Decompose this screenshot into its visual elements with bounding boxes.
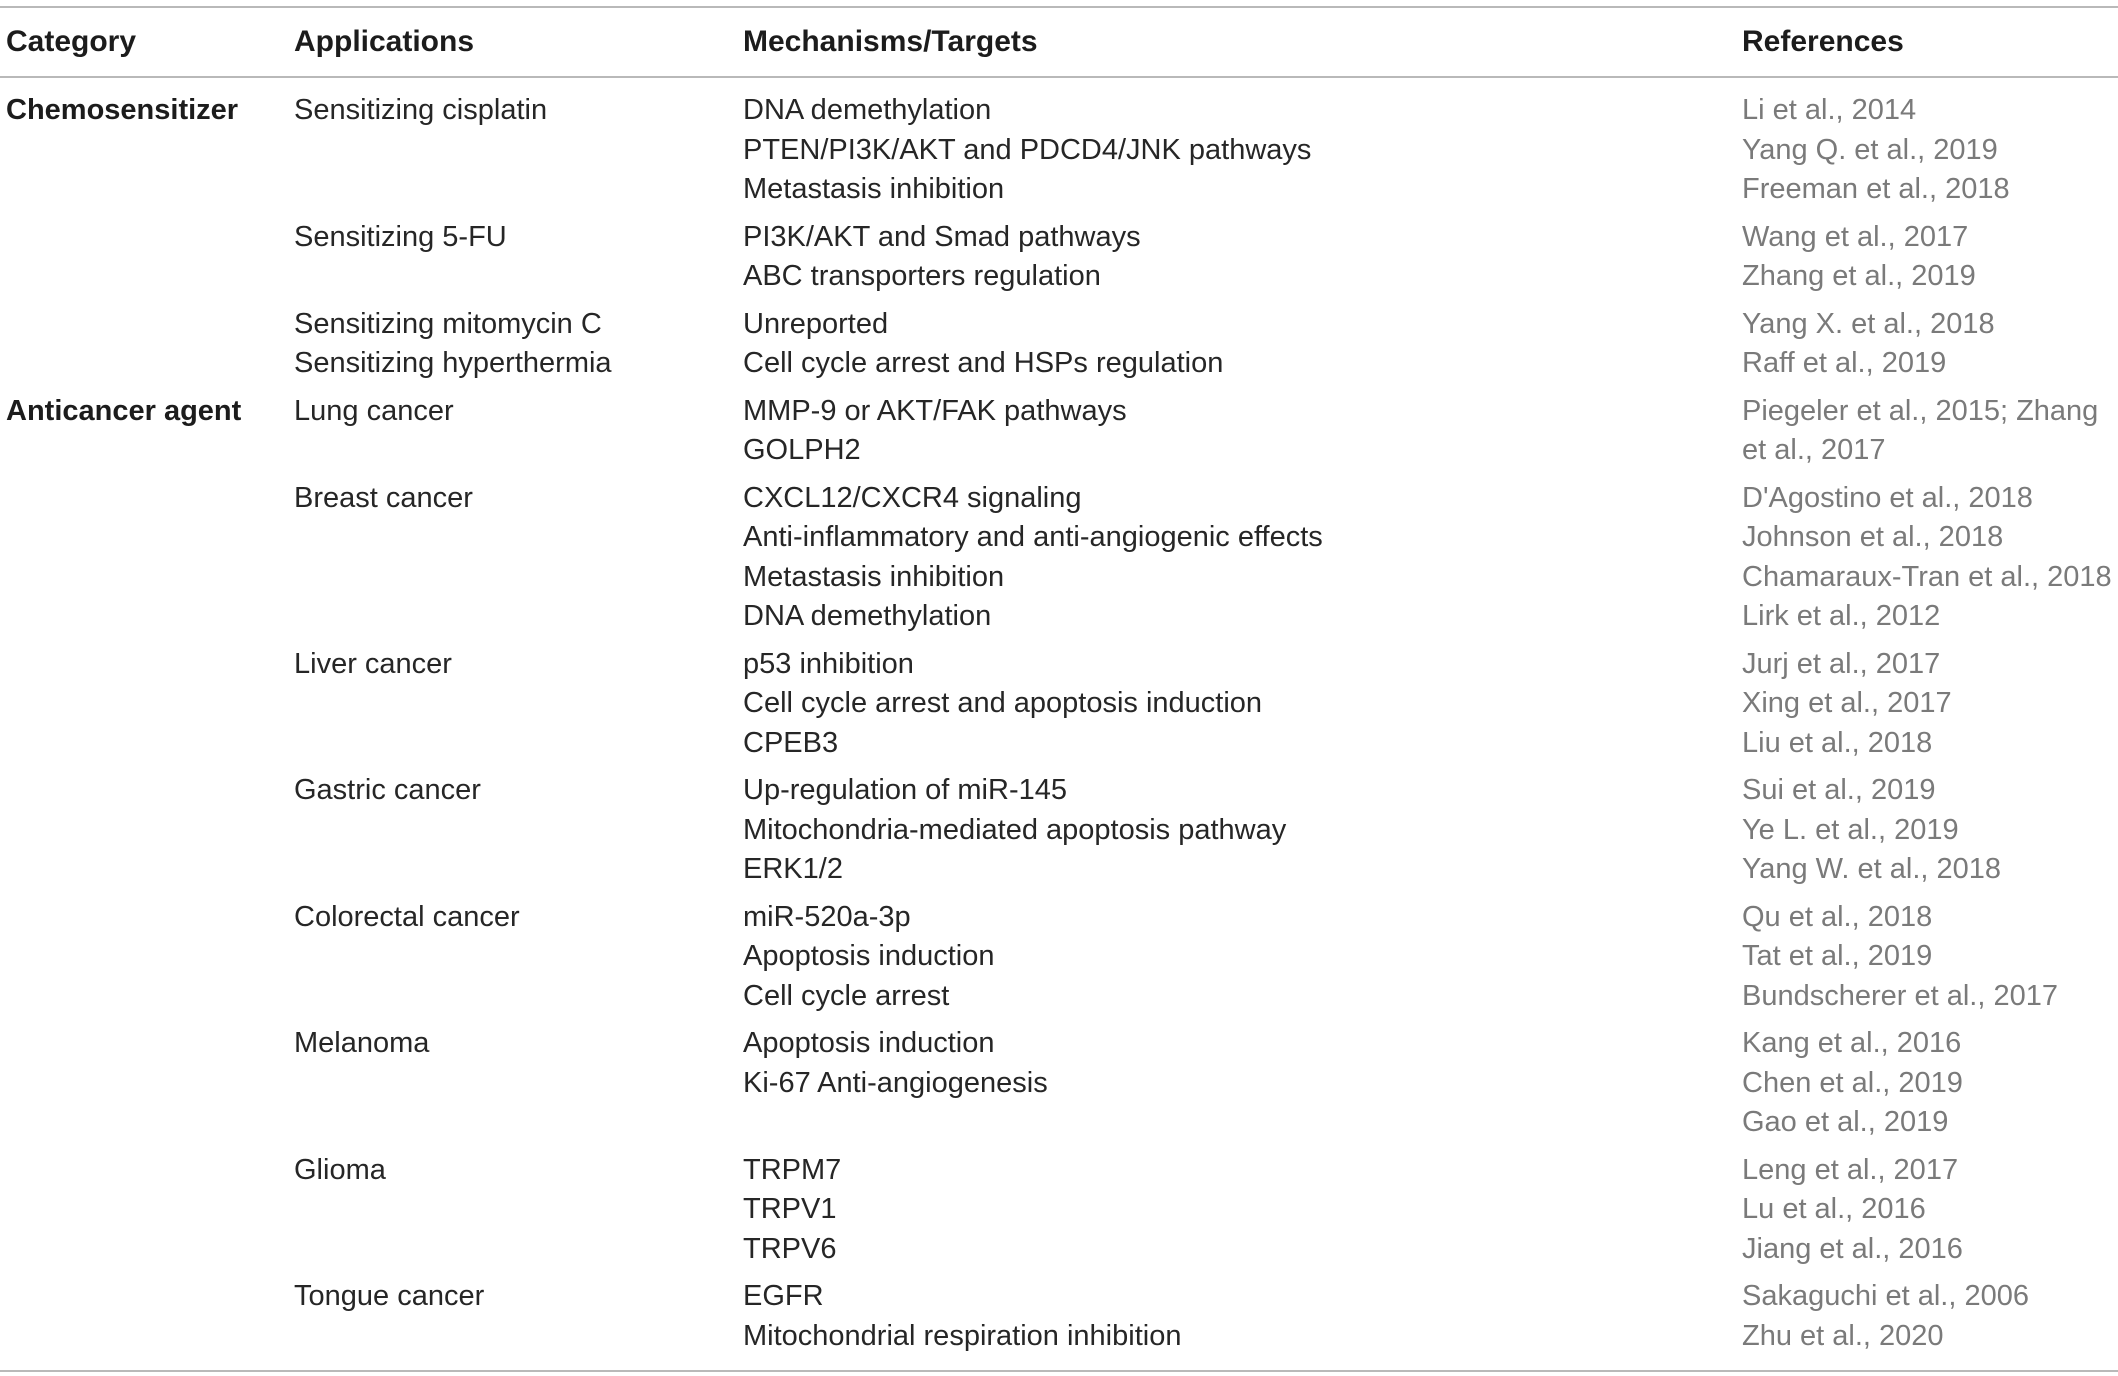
table-row-group	[0, 305, 2118, 345]
table-row-group	[0, 898, 2118, 1017]
reference-cell[interactable]: et al., 2017	[1742, 434, 1886, 466]
table-row-group	[0, 771, 2118, 890]
mechanism-cell: Cell cycle arrest and HSPs regulation	[743, 347, 1224, 379]
application-cell: Sensitizing hyperthermia	[294, 347, 612, 379]
table-row-group	[0, 479, 2118, 637]
table-row	[0, 1024, 2118, 1064]
reference-cell[interactable]: Bundscherer et al., 2017	[1742, 979, 2058, 1012]
reference-cell[interactable]: Johnson et al., 2018	[1742, 521, 2004, 553]
mechanism-cell: Mitochondria-mediated apoptosis pathway	[743, 813, 1287, 846]
mechanism-cell: TRPV6	[743, 1232, 837, 1265]
mechanism-cell: GOLPH2	[743, 434, 861, 466]
table-row-group	[0, 91, 2118, 210]
reference-cell[interactable]: Sakaguchi et al., 2006	[1742, 1280, 2029, 1312]
application-cell: Sensitizing cisplatin	[294, 94, 548, 126]
mechanism-cell: TRPV1	[743, 1193, 837, 1225]
mechanism-cell: PI3K/AKT and Smad pathways	[743, 220, 1141, 253]
table-row	[0, 597, 2118, 637]
table-body	[0, 91, 2118, 1364]
category-cell: Chemosensitizer	[6, 94, 239, 126]
mechanism-cell: p53 inhibition	[743, 647, 914, 680]
reference-cell[interactable]: Qu et al., 2018	[1742, 900, 1933, 933]
table-row	[0, 850, 2118, 890]
table-row	[0, 811, 2118, 851]
table-row	[0, 898, 2118, 938]
mechanism-cell: EGFR	[743, 1280, 824, 1312]
mechanism-cell: Up-regulation of miR-145	[743, 774, 1067, 806]
header-rule	[0, 76, 2118, 78]
table-row	[0, 479, 2118, 519]
application-cell: Gastric cancer	[294, 774, 481, 806]
mechanism-cell: Mitochondrial respiration inhibition	[743, 1319, 1182, 1352]
table-row	[0, 170, 2118, 210]
reference-cell[interactable]: Jurj et al., 2017	[1742, 647, 1941, 680]
table-row-group	[0, 1151, 2118, 1270]
header-applications: Applications	[294, 25, 475, 58]
reference-cell[interactable]: Li et al., 2014	[1742, 94, 1917, 126]
mechanism-cell: miR-520a-3p	[743, 900, 911, 933]
application-cell: Colorectal cancer	[294, 900, 520, 933]
application-cell: Liver cancer	[294, 647, 452, 680]
table-header	[0, 16, 2118, 68]
reference-cell[interactable]: Piegeler et al., 2015; Zhang	[1742, 394, 2099, 427]
application-cell: Sensitizing 5-FU	[294, 220, 507, 253]
mechanism-cell: CPEB3	[743, 726, 839, 759]
mechanism-cell: DNA demethylation	[743, 94, 992, 126]
table-row	[0, 724, 2118, 764]
table-row	[0, 1230, 2118, 1270]
table-row	[0, 558, 2118, 598]
reference-cell[interactable]: Ye L. et al., 2019	[1742, 813, 1959, 846]
table-row	[0, 1317, 2118, 1357]
table-row-group	[0, 1277, 2118, 1356]
mechanism-cell: Metastasis inhibition	[743, 560, 1005, 593]
table-row	[0, 392, 2118, 432]
table-row	[0, 305, 2118, 345]
mechanism-cell: Apoptosis induction	[743, 940, 995, 972]
application-cell: Lung cancer	[294, 394, 454, 427]
table-row	[0, 257, 2118, 297]
reference-cell[interactable]: Tat et al., 2019	[1742, 940, 1933, 972]
mechanism-cell: ERK1/2	[743, 853, 843, 885]
header-category: Category	[6, 25, 137, 58]
table-row-group	[0, 1024, 2118, 1143]
category-cell: Anticancer agent	[6, 394, 242, 427]
reference-cell[interactable]: Yang X. et al., 2018	[1742, 307, 1995, 340]
mechanism-cell: Apoptosis induction	[743, 1027, 995, 1059]
reference-cell[interactable]: Gao et al., 2019	[1742, 1106, 1949, 1138]
reference-cell[interactable]: Yang W. et al., 2018	[1742, 853, 2002, 885]
mechanism-cell: Unreported	[743, 307, 889, 340]
application-cell: Melanoma	[294, 1027, 430, 1059]
table-row	[0, 344, 2118, 384]
mechanism-cell: Cell cycle arrest	[743, 979, 950, 1012]
mechanism-cell: DNA demethylation	[743, 600, 992, 632]
table-row	[0, 1151, 2118, 1191]
table-row-group	[0, 344, 2118, 384]
table-row	[0, 1064, 2118, 1104]
mechanism-cell: Metastasis inhibition	[743, 173, 1005, 205]
reference-cell[interactable]: Yang Q. et al., 2019	[1742, 133, 1998, 166]
table-row-group	[0, 218, 2118, 297]
application-cell: Breast cancer	[294, 481, 473, 514]
reference-cell[interactable]: Chamaraux-Tran et al., 2018	[1742, 560, 2112, 593]
reference-cell[interactable]: Lirk et al., 2012	[1742, 600, 1941, 632]
header-mechanisms: Mechanisms/Targets	[743, 25, 1038, 58]
table-row	[0, 218, 2118, 258]
mechanism-cell: Anti-inflammatory and anti-angiogenic effects	[743, 521, 1323, 553]
reference-cell[interactable]: Chen et al., 2019	[1742, 1066, 1963, 1099]
reference-cell[interactable]: Sui et al., 2019	[1742, 774, 1936, 806]
application-cell: Tongue cancer	[294, 1280, 485, 1312]
table-row	[0, 1277, 2118, 1317]
table-row	[0, 1103, 2118, 1143]
application-cell: Sensitizing mitomycin C	[294, 307, 602, 340]
reference-cell[interactable]: D'Agostino et al., 2018	[1742, 481, 2033, 514]
reference-cell[interactable]: Xing et al., 2017	[1742, 687, 1952, 719]
reference-cell[interactable]: Raff et al., 2019	[1742, 347, 1947, 379]
table-row	[0, 91, 2118, 131]
reference-cell[interactable]: Liu et al., 2018	[1742, 726, 1933, 759]
table-row	[0, 645, 2118, 685]
application-cell: Glioma	[294, 1153, 386, 1186]
reference-cell[interactable]: Jiang et al., 2016	[1742, 1232, 1963, 1265]
table-row	[0, 771, 2118, 811]
table-row	[0, 684, 2118, 724]
mechanism-cell: TRPM7	[743, 1153, 842, 1186]
table-row	[0, 937, 2118, 977]
table-row-group	[0, 645, 2118, 764]
table-row	[0, 518, 2118, 558]
reference-cell[interactable]: Kang et al., 2016	[1742, 1027, 1962, 1059]
table-row	[0, 431, 2118, 471]
reference-cell[interactable]: Zhu et al., 2020	[1742, 1319, 1944, 1352]
table-row-group	[0, 392, 2118, 471]
mechanism-cell: CXCL12/CXCR4 signaling	[743, 481, 1082, 514]
table-bottom-rule	[0, 1370, 2118, 1372]
mechanism-cell: MMP-9 or AKT/FAK pathways	[743, 394, 1127, 427]
reference-cell[interactable]: Leng et al., 2017	[1742, 1153, 1959, 1186]
reference-cell[interactable]: Lu et al., 2016	[1742, 1193, 1926, 1225]
reference-cell[interactable]: Freeman et al., 2018	[1742, 173, 2010, 205]
mechanism-cell: PTEN/PI3K/AKT and PDCD4/JNK pathways	[743, 133, 1312, 166]
table-row	[0, 131, 2118, 171]
mechanism-cell: ABC transporters regulation	[743, 260, 1101, 292]
reference-cell[interactable]: Zhang et al., 2019	[1742, 260, 1976, 292]
mechanism-cell: Ki-67 Anti-angiogenesis	[743, 1066, 1048, 1099]
reference-cell[interactable]: Wang et al., 2017	[1742, 220, 1969, 253]
table-row	[0, 1190, 2118, 1230]
table-row	[0, 977, 2118, 1017]
table-top-rule	[0, 6, 2118, 8]
mechanism-cell: Cell cycle arrest and apoptosis induction	[743, 687, 1263, 719]
header-references: References	[1742, 25, 1904, 58]
